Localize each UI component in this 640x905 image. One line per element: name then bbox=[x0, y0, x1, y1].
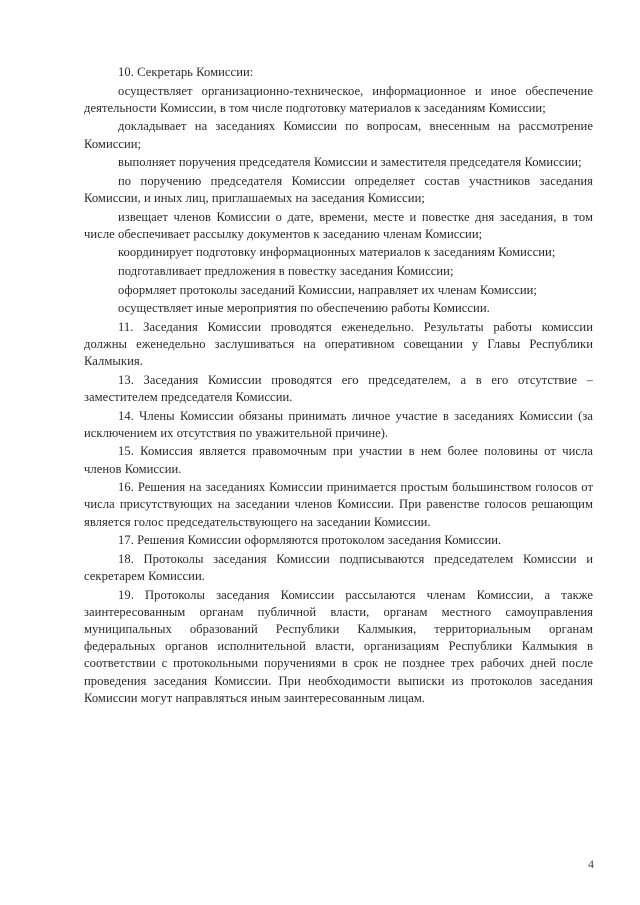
paragraph-secretary-duty-9: осуществляет иные мероприятия по обеспечению работы Комиссии. bbox=[118, 301, 490, 316]
paragraph-clause-16: 16. Решения на заседаниях Комиссии принимается простым большинством голосов от числа присутствующих на заседании членов Комиссии. При равенстве голосов решающим является голос председательствующего на заседании Комиссии. bbox=[84, 480, 593, 529]
paragraph-secretary-duty-2: докладывает на заседаниях Комиссии по вопросам, внесенным на рассмотрение Комиссии; bbox=[84, 119, 593, 151]
paragraph-secretary-duty-7: подготавливает предложения в повестку заседания Комиссии; bbox=[118, 263, 454, 278]
document-body bbox=[84, 64, 593, 708]
paragraph-secretary-duty-5: извещает членов Комиссии о дате, времени, месте и повестке дня заседания, в том числе обеспечивает рассылку документов к заседанию членам Комиссии; bbox=[84, 209, 593, 241]
page-number: 4 bbox=[588, 857, 594, 871]
paragraph-secretary-heading: 10. Секретарь Комиссии: bbox=[118, 65, 254, 79]
paragraph-clause-17: 17. Решения Комиссии оформляются протоколом заседания Комиссии. bbox=[118, 533, 502, 548]
paragraph-secretary-duty-1: осуществляет организационно-техническое, информационное и иное обеспечение деятельности Комиссии, в том числе подготовку материалов к заседаниям Комиссии; bbox=[84, 83, 593, 115]
paragraph-clause-13: 13. Заседания Комиссии проводятся его председателем, а в его отсутствие – заместителем председателя Комиссии. bbox=[84, 372, 593, 404]
paragraph-clause-14: 14. Члены Комиссии обязаны принимать личное участие в заседаниях Комиссии (за исключением их отсутствия по уважительной причине). bbox=[84, 408, 593, 440]
paragraph-secretary-duty-8: оформляет протоколы заседаний Комиссии, направляет их членам Комиссии; bbox=[118, 282, 537, 297]
paragraph-clause-19: 19. Протоколы заседания Комиссии рассылаются членам Комиссии, а также заинтересованным органам публичной власти, органам местного самоуправления муниципальных образований Республики Калмыкия, территориальным органам федеральных органов исполнительной власти, организациям Республики Калмыкия в соответствии с протокольными поручениями в срок не позднее трех рабочих дней после проведения заседания Комиссии. При необходимости выписки из протоколов заседания Комиссии могут направляться иным заинтересованным лицам. bbox=[84, 587, 593, 705]
paragraph-secretary-duty-6: координирует подготовку информационных материалов к заседаниям Комиссии; bbox=[118, 245, 556, 260]
paragraph-secretary-duty-4: по поручению председателя Комиссии определяет состав участников заседания Комиссии, и иных лиц, приглашаемых на заседания Комиссии; bbox=[84, 173, 593, 205]
paragraph-clause-18: 18. Протоколы заседания Комиссии подписываются председателем Комиссии и секретарем Комиссии. bbox=[84, 551, 593, 583]
paragraph-clause-11: 11. Заседания Комиссии проводятся еженедельно. Результаты работы комиссии должны еженедельно заслушиваться на оперативном совещании у Главы Республики Калмыкия. bbox=[84, 319, 593, 369]
paragraph-clause-15: 15. Комиссия является правомочным при участии в нем более половины от числа членов Комиссии. bbox=[84, 444, 593, 476]
paragraph-secretary-duty-3: выполняет поручения председателя Комиссии и заместителя председателя Комиссии; bbox=[118, 155, 582, 170]
